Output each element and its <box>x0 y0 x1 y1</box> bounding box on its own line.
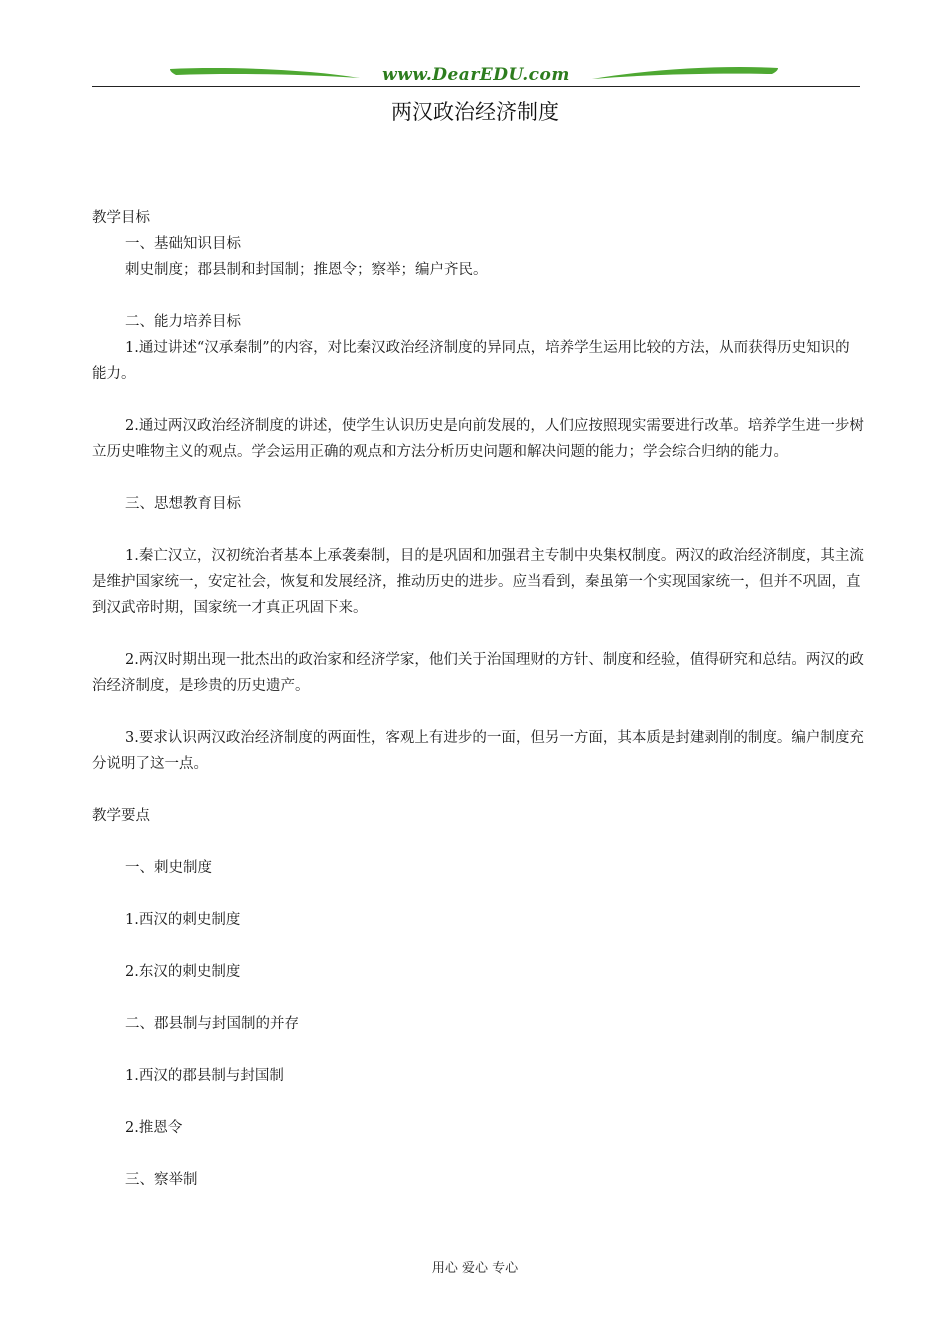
section-heading: 教学要点 <box>92 808 150 824</box>
site-logo-text: www.DearEDU.com <box>382 65 570 85</box>
header-rule <box>92 86 860 87</box>
paragraph: 3.要求认识两汉政治经济制度的两面性，客观上有进步的一面，但另一方面，其本质是封建剥削的制度。编户制度充分说明了这一点。 <box>92 730 864 772</box>
subsection-heading: 二、能力培养目标 <box>125 314 241 330</box>
list-item: 1.西汉的刺史制度 <box>125 912 241 928</box>
paragraph: 1.秦亡汉立，汉初统治者基本上承袭秦制，目的是巩固和加强君主专制中央集权制度。两汉的政治经济制度，其主流是维护国家统一，安定社会，恢复和发展经济，推动历史的进步。应当看到，秦虽第一个实现国家统一，但并不巩固，直到汉武帝时期，国家统一才真正巩固下来。 <box>92 548 864 616</box>
subsection-heading: 三、思想教育目标 <box>125 496 241 512</box>
document-body <box>92 205 864 1193</box>
subsection-heading: 一、刺史制度 <box>125 860 212 876</box>
site-header <box>92 62 860 92</box>
paragraph: 2.两汉时期出现一批杰出的政治家和经济学家，他们关于治国理财的方针、制度和经验，值得研究和总结。两汉的政治经济制度，是珍贵的历史遗产。 <box>92 652 864 694</box>
list-item: 2.东汉的刺史制度 <box>125 964 241 980</box>
document-title: 两汉政治经济制度 <box>391 100 559 124</box>
list-item: 1.西汉的郡县制与封国制 <box>125 1068 284 1084</box>
subsection-heading: 一、基础知识目标 <box>125 236 241 252</box>
subsection-heading: 三、察举制 <box>125 1172 198 1188</box>
subsection-heading: 二、郡县制与封国制的并存 <box>125 1016 299 1032</box>
section-heading: 教学目标 <box>92 210 150 226</box>
list-item: 2.推恩令 <box>125 1120 183 1136</box>
page-footer: 用心 爱心 专心 <box>431 1261 519 1276</box>
paragraph: 刺史制度；郡县制和封国制；推恩令；察举；编户齐民。 <box>125 262 488 278</box>
paragraph: 1.通过讲述“汉承秦制”的内容，对比秦汉政治经济制度的异同点，培养学生运用比较的方法，从而获得历史知识的能力。 <box>92 340 850 382</box>
paragraph: 2.通过两汉政治经济制度的讲述，使学生认识历史是向前发展的，人们应按照现实需要进行改革。培养学生进一步树立历史唯物主义的观点。学会运用正确的观点和方法分析历史问题和解决问题的能力；学会综合归纳的能力。 <box>92 418 864 460</box>
